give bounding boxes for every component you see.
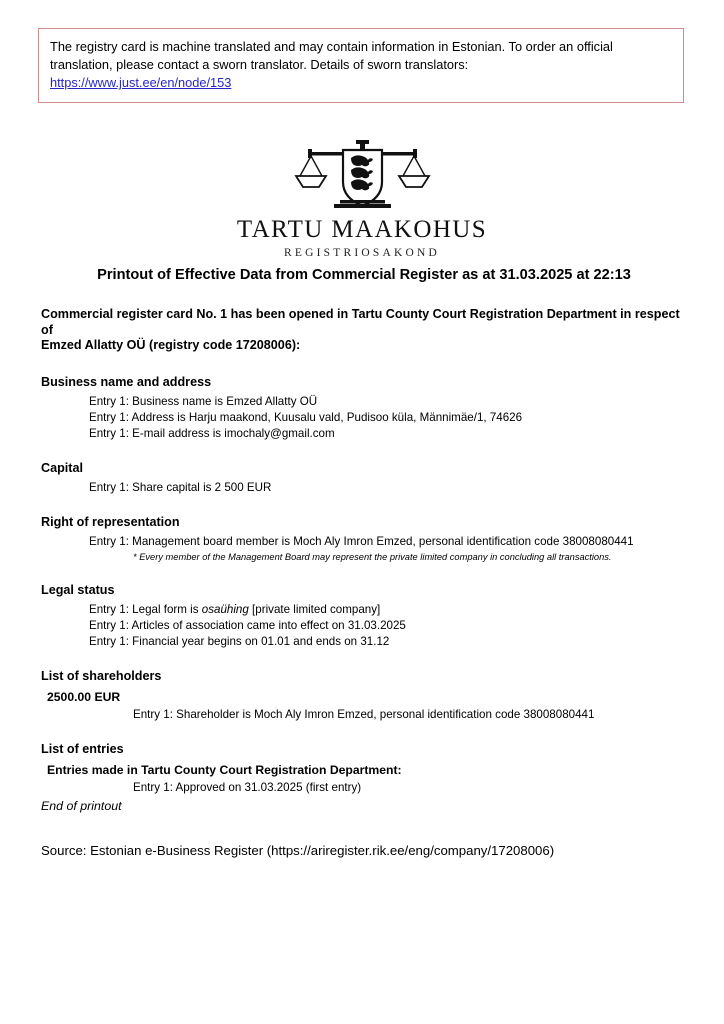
entry-line: Entry 1: Shareholder is Moch Aly Imron Emzed, personal identification code 38008080441 xyxy=(133,707,595,721)
page-title: Printout of Effective Data from Commercial Register as at 31.03.2025 at 22:13 xyxy=(97,267,631,283)
entry-line: Entry 1: Share capital is 2 500 EUR xyxy=(89,480,272,494)
section-heading: List of shareholders xyxy=(41,668,162,683)
legal-form-prefix: Entry 1: Legal form is xyxy=(89,602,202,616)
section-capital xyxy=(41,460,687,496)
scales-of-justice-icon xyxy=(0,140,724,212)
intro-block xyxy=(41,307,687,354)
document-body xyxy=(41,266,687,832)
entry-line: Entry 1: Approved on 31.03.2025 (first entry) xyxy=(133,780,362,794)
legal-form-estonian-term: osaühing xyxy=(201,602,249,616)
machine-translation-notice xyxy=(38,28,684,103)
intro-line-2: Emzed Allatty OÜ (registry code 17208006): xyxy=(41,338,301,352)
section-legal-status xyxy=(41,582,687,650)
court-name: TARTU MAAKOHUS xyxy=(236,216,488,243)
legal-form-suffix: [private limited company] xyxy=(248,602,381,616)
notice-text: The registry card is machine translated and may contain information in Estonian. To order an official translation, please contact a sworn translator. Details of sworn translators: xyxy=(50,39,613,72)
section-heading: Business name and address xyxy=(41,374,212,389)
section-business-name-and-address xyxy=(41,374,687,442)
shareholder-amount: 2500.00 EUR xyxy=(47,689,121,704)
section-list-of-entries xyxy=(41,741,687,814)
intro-line-1: Commercial register card No. 1 has been opened in Tartu County Court Registration Department in respect of xyxy=(41,307,680,337)
section-list-of-shareholders xyxy=(41,668,687,723)
section-heading: List of entries xyxy=(41,741,124,756)
entry-line: Entry 1: Business name is Emzed Allatty OÜ xyxy=(89,394,318,408)
source-line: Source: Estonian e-Business Register (https://ariregister.rik.ee/eng/company/17208006) xyxy=(41,843,555,858)
entry-line: Entry 1: Articles of association came into effect on 31.03.2025 xyxy=(89,618,406,632)
section-heading: Right of representation xyxy=(41,514,180,529)
section-right-of-representation xyxy=(41,514,687,564)
court-department: REGISTRIOSAKOND xyxy=(284,247,440,259)
sworn-translators-link[interactable]: https://www.just.ee/en/node/153 xyxy=(50,75,232,90)
end-of-printout: End of printout xyxy=(41,798,122,813)
entry-line: Entry 1: Financial year begins on 01.01 and ends on 31.12 xyxy=(89,634,390,648)
representation-footnote: * Every member of the Management Board may represent the private limited company in concluding all transactions. xyxy=(133,551,612,562)
entry-line-legal-form xyxy=(89,602,687,618)
entry-line: Entry 1: Management board member is Moch Aly Imron Emzed, personal identification code 38008080441 xyxy=(89,534,634,548)
entry-line: Entry 1: Address is Harju maakond, Kuusalu vald, Pudisoo küla, Männimäe/1, 74626 xyxy=(89,410,523,424)
entry-line: Entry 1: E-mail address is imochaly@gmail.com xyxy=(89,426,335,440)
section-heading: Capital xyxy=(41,460,83,475)
entries-department-subheading: Entries made in Tartu County Court Registration Department: xyxy=(47,762,402,777)
section-heading: Legal status xyxy=(41,582,115,597)
court-logo-block xyxy=(0,140,724,261)
